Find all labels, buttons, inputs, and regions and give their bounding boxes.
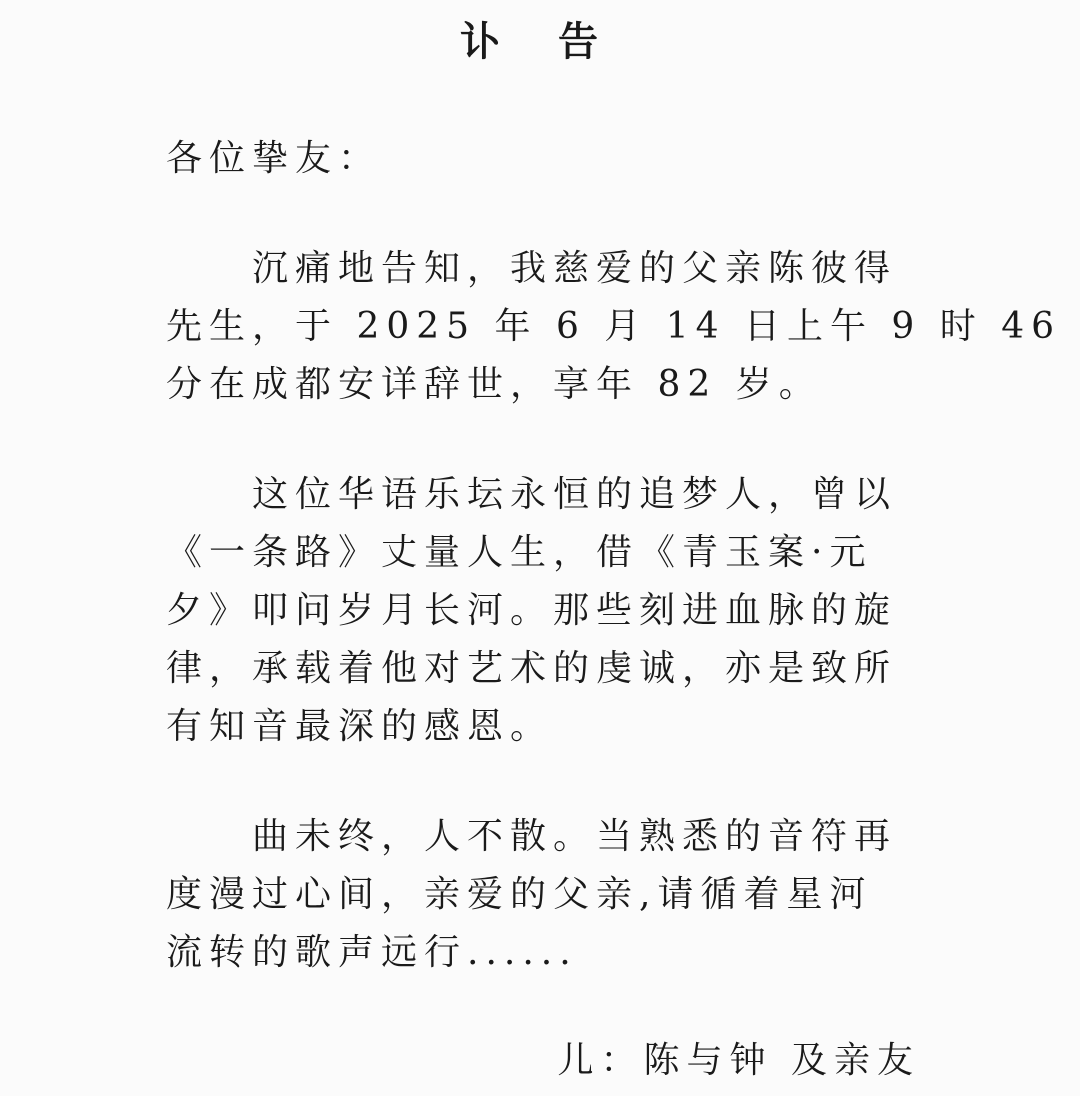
document-title: 讣 告	[460, 19, 620, 65]
paragraph-line: 沉痛地告知，我慈爱的父亲陈彼得	[166, 248, 898, 289]
paragraph-line: 《一条路》丈量人生，借《青玉案·元	[166, 532, 873, 573]
paragraph-line: 这位华语乐坛永恒的追梦人，曾以	[166, 474, 898, 515]
paragraph-line: 曲未终，人不散。当熟悉的音符再	[166, 816, 898, 857]
paragraph-line: 分在成都安详辞世，享年 82 岁。	[166, 364, 822, 405]
paragraph-line: 夕》叩问岁月长河。那些刻进血脉的旋	[166, 590, 898, 631]
paragraph-line: 律，承载着他对艺术的虔诚，亦是致所	[166, 648, 898, 689]
paragraph-line: 先生，于 2025 年 6 月 14 日上午 9 时 46	[166, 306, 1062, 347]
signature: 儿：陈与钟 及亲友	[557, 1040, 920, 1081]
paragraph-line: 有知音最深的感恩。	[166, 706, 554, 747]
paragraph-line: 流转的歌声远行......	[166, 932, 578, 973]
salutation: 各位挚友：	[166, 138, 382, 179]
paragraph-line: 度漫过心间，亲爱的父亲,请循着星河	[166, 874, 873, 915]
